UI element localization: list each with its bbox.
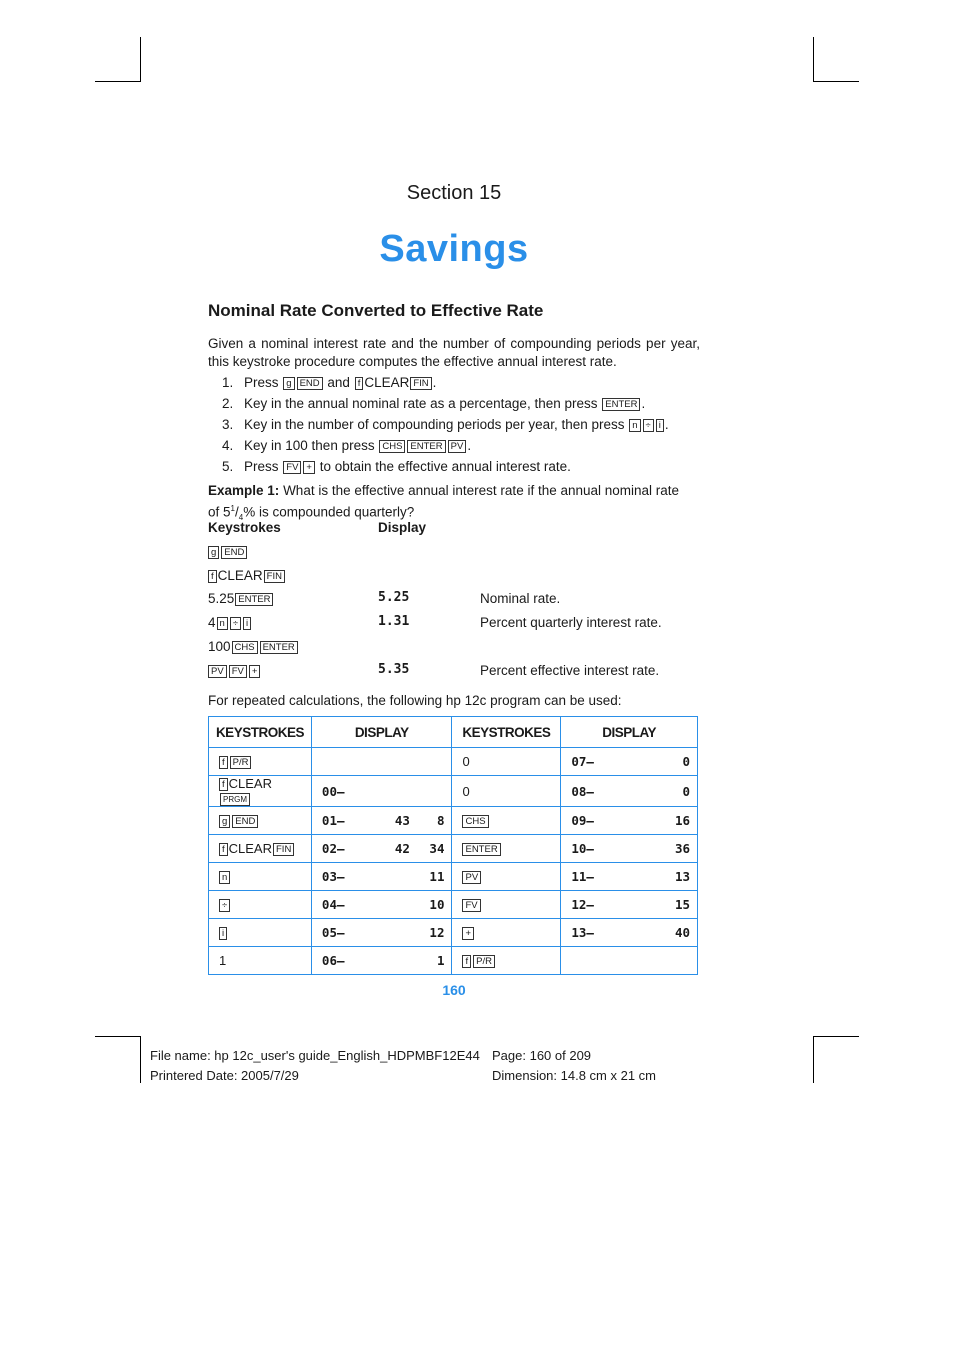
section-label: Section 15 (406, 182, 502, 204)
fv-key-icon: FV (229, 665, 247, 678)
step-text: . (432, 375, 437, 390)
footer-page: Page: 160 of 209 (492, 1048, 592, 1063)
end-key-icon: END (297, 377, 323, 390)
example-paragraph (208, 482, 700, 527)
divide-key-icon: ÷ (643, 419, 654, 432)
display-value: 1.31 (378, 614, 410, 629)
keystroke-cell (209, 807, 312, 835)
keystroke-note: Nominal rate. (480, 591, 561, 606)
enter-key-icon: ENTER (235, 593, 273, 606)
key-code: 42 (394, 841, 410, 856)
column-header: DISPLAY (311, 717, 452, 748)
keystroke-row-3 (208, 591, 274, 606)
keystroke-row-2 (208, 568, 286, 583)
pr-key-icon: P/R (230, 756, 252, 769)
i-key-icon: i (243, 617, 251, 630)
keystrokes-header: Keystrokes (208, 520, 281, 535)
keystroke-row-6 (208, 663, 261, 678)
step-text: Key in the number of compounding periods per year, then press (244, 417, 625, 432)
f-key-icon: f (219, 843, 228, 856)
example-text: % is compounded quarterly? (243, 504, 415, 520)
keystroke-cell (452, 835, 561, 863)
line-number: 03– (321, 869, 345, 884)
clear-label: CLEAR (364, 375, 410, 390)
crop-mark (813, 81, 859, 82)
step-number: 3. (222, 417, 234, 432)
key-code: 13 (674, 869, 690, 884)
fv-key-icon: FV (283, 461, 301, 474)
table-header-row (209, 717, 698, 748)
example-label: Example 1: (208, 483, 280, 498)
display-value: 5.35 (378, 662, 410, 677)
display-cell (561, 807, 698, 835)
end-key-icon: END (232, 815, 258, 828)
fraction-numerator: 1 (230, 504, 235, 513)
pv-key-icon: PV (462, 871, 481, 884)
divide-key-icon: ÷ (230, 617, 241, 630)
g-key-icon: g (208, 546, 219, 559)
column-header: KEYSTROKES (209, 717, 312, 748)
key-code: 10 (429, 897, 445, 912)
table-row (209, 776, 698, 807)
display-cell (311, 947, 452, 975)
key-code: 8 (436, 813, 445, 828)
display-cell (311, 807, 452, 835)
step-text: to obtain the effective annual interest rate. (319, 459, 571, 474)
step-number: 2. (222, 396, 234, 411)
key-code: 43 (394, 813, 410, 828)
keystroke-row-5 (208, 639, 299, 654)
crop-mark (95, 1036, 141, 1037)
keystroke-cell (209, 748, 312, 776)
chs-key-icon: CHS (232, 641, 258, 654)
keystroke-cell (452, 863, 561, 891)
plus-key-icon: + (249, 665, 261, 678)
table-row (209, 835, 698, 863)
step-text: Press (244, 375, 279, 390)
enter-key-icon: ENTER (602, 398, 640, 411)
clear-label: CLEAR (228, 841, 272, 856)
keystroke-cell (209, 776, 312, 807)
clear-label: CLEAR (217, 568, 263, 583)
fin-key-icon: FIN (273, 843, 294, 856)
key-code: 12 (429, 925, 445, 940)
line-number: 01– (321, 813, 345, 828)
enter-key-icon: ENTER (260, 641, 298, 654)
program-table (208, 716, 698, 975)
section-heading: Nominal Rate Converted to Effective Rate (208, 301, 544, 320)
display-cell (561, 748, 698, 776)
keystroke-value: 4 (208, 615, 216, 630)
keystroke-cell (209, 919, 312, 947)
step-text: . (641, 396, 646, 411)
f-key-icon: f (355, 377, 364, 390)
table-row (209, 919, 698, 947)
keystroke-cell (209, 863, 312, 891)
crop-mark (813, 1036, 859, 1037)
table-row (209, 947, 698, 975)
n-key-icon: n (219, 871, 230, 884)
line-number: 07– (571, 754, 594, 769)
pr-key-icon: P/R (473, 955, 495, 968)
crop-mark (95, 81, 141, 82)
line-number: 02– (321, 841, 345, 856)
column-header: KEYSTROKES (452, 717, 561, 748)
display-cell (311, 919, 452, 947)
keystroke-row-1 (208, 544, 248, 559)
keystroke-cell: 1 (209, 947, 312, 975)
keystroke-cell: 0 (452, 776, 561, 807)
key-code: 15 (674, 897, 690, 912)
step-5 (222, 459, 571, 474)
column-header: DISPLAY (561, 717, 698, 748)
repeat-text: For repeated calculations, the following hp 12c program can be used: (208, 693, 622, 708)
plus-key-icon: + (303, 461, 315, 474)
fin-key-icon: FIN (410, 377, 431, 390)
keystroke-row-4 (208, 615, 252, 630)
step-number: 4. (222, 438, 234, 453)
line-number: 08– (571, 783, 594, 799)
fv-key-icon: FV (462, 899, 480, 912)
line-number: 00– (321, 783, 345, 799)
step-text: . (664, 417, 669, 432)
line-number: 05– (321, 925, 345, 940)
footer-dimension: Dimension: 14.8 cm x 21 cm (492, 1068, 657, 1083)
step-number: 5. (222, 459, 234, 474)
n-key-icon: n (217, 617, 228, 630)
example-text: What is the effective annual interest rate if the annual nominal rate (283, 483, 680, 498)
keystroke-cell (209, 835, 312, 863)
chs-key-icon: CHS (379, 440, 405, 453)
line-number: 11– (571, 869, 594, 884)
step-text: Key in the annual nominal rate as a percentage, then press (244, 396, 598, 411)
keystroke-note: Percent quarterly interest rate. (480, 615, 662, 630)
key-code: 0 (682, 754, 690, 769)
crop-mark (140, 1036, 141, 1083)
f-key-icon: f (219, 778, 228, 791)
plus-key-icon: + (462, 927, 474, 940)
display-cell (561, 776, 698, 807)
key-code: 36 (674, 841, 690, 856)
i-key-icon: i (219, 927, 227, 940)
table-row (209, 891, 698, 919)
crop-mark (813, 1036, 814, 1083)
step-text: and (327, 375, 350, 390)
n-key-icon: n (629, 419, 640, 432)
f-key-icon: f (462, 955, 471, 968)
step-2 (222, 396, 645, 411)
fin-key-icon: FIN (264, 570, 285, 583)
key-code: 16 (674, 813, 690, 828)
crop-mark (813, 37, 814, 82)
fraction-denominator: 4 (238, 513, 244, 523)
clear-label: CLEAR (228, 776, 272, 791)
display-cell (311, 891, 452, 919)
keystroke-note: Percent effective interest rate. (480, 663, 660, 678)
enter-key-icon: ENTER (462, 843, 500, 856)
display-cell (311, 835, 452, 863)
step-text: Press (244, 459, 279, 474)
enter-key-icon: ENTER (407, 440, 445, 453)
display-cell (561, 835, 698, 863)
display-cell (311, 748, 452, 776)
key-code: 0 (682, 783, 690, 799)
keystroke-cell (452, 891, 561, 919)
step-number: 1. (222, 375, 234, 390)
g-key-icon: g (219, 815, 230, 828)
keystroke-cell: 0 (452, 748, 561, 776)
key-code: 11 (429, 869, 445, 884)
chs-key-icon: CHS (462, 815, 488, 828)
key-code: 1 (436, 953, 445, 968)
step-3 (222, 417, 669, 432)
page-title: Savings (379, 228, 529, 270)
table-row (209, 748, 698, 776)
line-number: 06– (321, 953, 345, 968)
line-number: 10– (571, 841, 594, 856)
step-1 (222, 375, 436, 390)
display-cell (311, 863, 452, 891)
crop-mark (140, 37, 141, 82)
step-text: Key in 100 then press (244, 438, 375, 453)
display-cell (561, 947, 698, 975)
step-text: . (467, 438, 472, 453)
line-number: 13– (571, 925, 594, 940)
footer-printed-date: Printered Date: 2005/7/29 (150, 1068, 299, 1083)
intro-paragraph: Given a nominal interest rate and the number of compounding periods per year, this keystroke procedure computes the effective annual interest rate. (208, 336, 700, 369)
keystroke-cell (452, 807, 561, 835)
fraction-slash: / (234, 504, 239, 520)
keystroke-value: 5.25 (208, 591, 235, 606)
display-cell (561, 891, 698, 919)
display-header: Display (378, 520, 427, 535)
step-4 (222, 438, 471, 453)
f-key-icon: f (208, 570, 217, 583)
divide-key-icon: ÷ (219, 899, 230, 912)
example-text: of 5 (208, 504, 231, 520)
line-number: 12– (571, 897, 594, 912)
line-number: 09– (571, 813, 594, 828)
keystroke-cell (209, 891, 312, 919)
footer-file-name: File name: hp 12c_user's guide_English_HDPMBF12E44 (150, 1048, 480, 1063)
display-cell (561, 863, 698, 891)
pv-key-icon: PV (448, 440, 467, 453)
display-cell (561, 919, 698, 947)
key-code: 40 (674, 925, 690, 940)
pv-key-icon: PV (208, 665, 227, 678)
keystroke-cell (452, 919, 561, 947)
key-code: 34 (429, 841, 445, 856)
table-row (209, 863, 698, 891)
i-key-icon: i (656, 419, 664, 432)
display-value: 5.25 (378, 590, 410, 605)
line-number: 04– (321, 897, 345, 912)
keystroke-cell (452, 947, 561, 975)
f-key-icon: f (219, 756, 228, 769)
display-cell (311, 776, 452, 807)
table-row (209, 807, 698, 835)
prgm-key-icon: PRGM (220, 793, 250, 806)
end-key-icon: END (221, 546, 247, 559)
keystroke-value: 100 (208, 639, 231, 654)
g-key-icon: g (283, 377, 294, 390)
page-number: 160 (442, 982, 466, 998)
